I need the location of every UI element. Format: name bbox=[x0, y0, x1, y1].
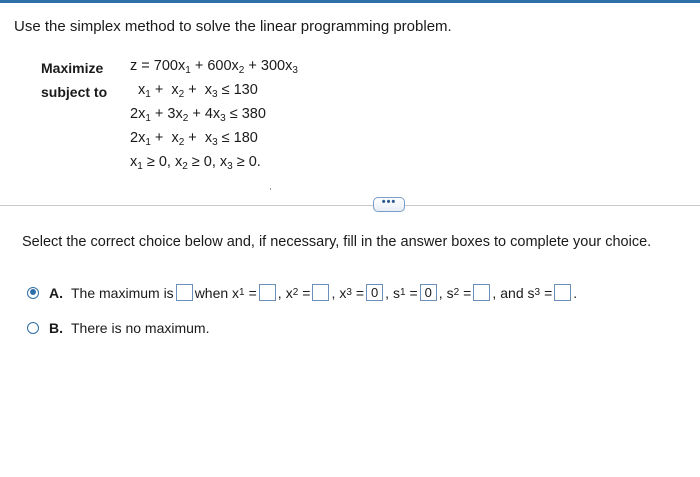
section-divider bbox=[0, 205, 700, 206]
choice-a-text: The maximum is bbox=[71, 284, 174, 301]
objective-function: $z = 700x_1 + 600x_2 + 300x_3$ bbox=[130, 58, 298, 76]
x1-input[interactable] bbox=[259, 284, 276, 301]
choice-a-letter: A. bbox=[49, 284, 63, 301]
choice-a[interactable]: A. The maximum is when x 1 = , x 2 = , x 3 = 0 , s 1 = 0 , s 2 = , and s 3 = . bbox=[27, 284, 577, 301]
choice-b[interactable] bbox=[27, 320, 209, 336]
more-options-button[interactable]: ••• bbox=[373, 197, 405, 212]
nonnegativity-constraints: $x_1 \ge 0$, $x_2 \ge 0$, $x_3 \ge 0$. bbox=[130, 154, 261, 172]
choice-a-radio[interactable] bbox=[27, 287, 39, 299]
s2-input[interactable] bbox=[473, 284, 490, 301]
choice-b-letter: B. bbox=[49, 320, 63, 336]
x3-input[interactable]: 0 bbox=[366, 284, 383, 301]
s1-input[interactable]: 0 bbox=[420, 284, 437, 301]
constraint-2: $2x_1 + 3x_2 + 4x_3 \le 380$ bbox=[130, 106, 266, 124]
s3-input[interactable] bbox=[554, 284, 571, 301]
subject-to-label: subject to bbox=[41, 84, 108, 100]
choice-b-text: There is no maximum. bbox=[71, 320, 210, 336]
constraint-3: $2x_1 + x_2 + x_3 \le 180$ bbox=[130, 130, 258, 148]
choice-b-radio[interactable] bbox=[27, 322, 39, 334]
max-value-input[interactable] bbox=[176, 284, 193, 301]
x2-input[interactable] bbox=[312, 284, 329, 301]
stray-mark bbox=[270, 188, 271, 190]
instructions: Use the simplex method to solve the linear programming problem. bbox=[14, 18, 452, 35]
top-accent-bar bbox=[0, 0, 700, 3]
objective-lhs: z bbox=[130, 58, 138, 74]
maximize-label: Maximize bbox=[41, 60, 104, 76]
select-prompt: Select the correct choice below and, if necessary, fill in the answer boxes to complete your choice. bbox=[22, 234, 652, 250]
constraint-1: $x_1 + x_2 + x_3 \le 130$ bbox=[138, 82, 258, 100]
